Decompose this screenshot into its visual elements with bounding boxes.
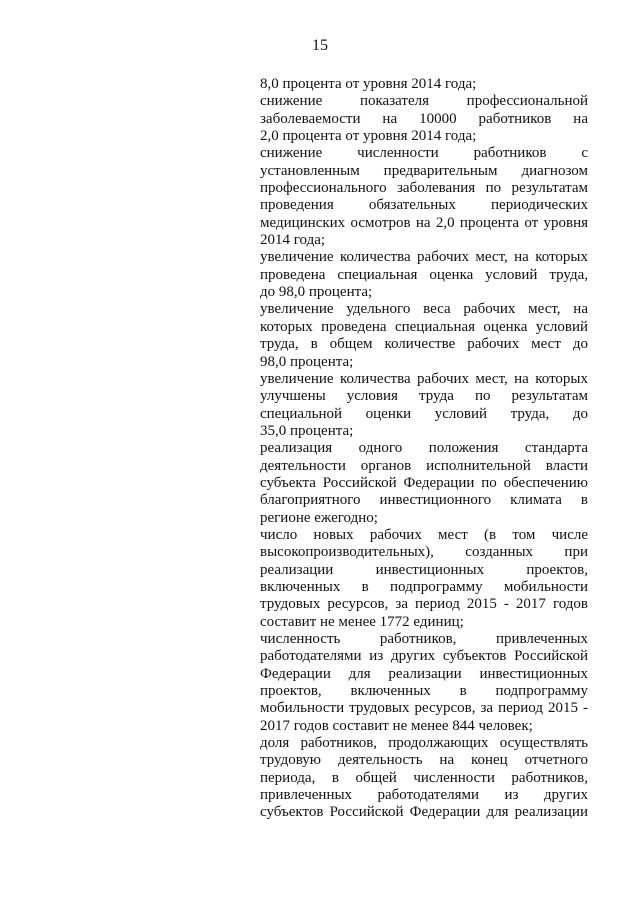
text-line: численность работников, привлеченных [260,631,588,647]
text-line: Федерации для реализации инвестиционных [260,665,588,682]
text-line: специальной оценки условий труда, до [260,405,588,422]
text-line: реализации инвестиционных проектов, [260,561,588,578]
text-line: трудовую деятельность на конец отчетного [260,752,588,769]
text-line: медицинских осмотров на 2,0 процента от уровня [260,214,588,231]
text-line: установленным предварительным диагнозом [260,162,588,179]
text-line: мобильности трудовых ресурсов, за период 2015 - [260,700,588,717]
text-line: которых проведена специальная оценка условий [260,318,588,335]
text-line: увеличение количества рабочих мест, на которых [260,370,588,387]
text-line: снижение численности работников с [260,145,588,162]
text-line: привлеченных работодателями из других [260,787,588,804]
text-line: доля работников, продолжающих осуществлять [260,735,588,752]
text-line: регионе ежегодно; [260,509,378,526]
text-line: до 98,0 процента; [260,284,373,301]
text-line: реализация одного положения стандарта [260,440,588,457]
document-body [260,76,588,822]
text-line: 2017 годов составит не менее 844 человек; [260,717,533,734]
text-line: труда, в общем количестве рабочих мест до [260,336,588,353]
text-line: субъекта Российской Федерации по обеспечению [260,474,588,491]
text-line: составит не менее 1772 единиц; [260,613,464,630]
text-line: периода, в общей численности работников, [260,769,588,786]
text-line: проектов, включенных в подпрограмму [260,683,588,700]
text-line: увеличение удельного веса рабочих мест, на [260,301,588,318]
text-line: 35,0 процента; [260,422,354,439]
text-line: работодателями из других субъектов Российской [260,648,588,665]
text-line: снижение показателя профессиональной [260,93,588,110]
text-line: проведения обязательных периодических [260,197,588,214]
text-line: 8,0 процента от уровня 2014 года; [260,76,477,92]
text-line: благоприятного инвестиционного климата в [260,492,588,509]
text-line: заболеваемости на 10000 работников на [260,110,588,127]
text-line: деятельности органов исполнительной власти [260,457,588,474]
page-number: 15 [312,37,328,54]
text-line: включенных в подпрограмму мобильности [260,578,588,595]
text-line: увеличение количества рабочих мест, на которых [260,249,588,266]
text-line: число новых рабочих мест (в том числе [260,526,588,543]
text-line: 2,0 процента от уровня 2014 года; [260,128,477,145]
text-line: улучшены условия труда по результатам [260,388,588,405]
text-line: профессионального заболевания по результатам [260,180,588,197]
text-line: проведена специальная оценка условий труда, [260,266,588,283]
text-line: 98,0 процента; [260,353,354,370]
text-line: субъектов Российской Федерации для реализации [260,804,588,821]
text-line: 2014 года; [260,232,326,249]
text-line: трудовых ресурсов, за период 2015 - 2017 годов [260,596,588,613]
text-line: высокопроизводительных), созданных при [260,544,588,561]
